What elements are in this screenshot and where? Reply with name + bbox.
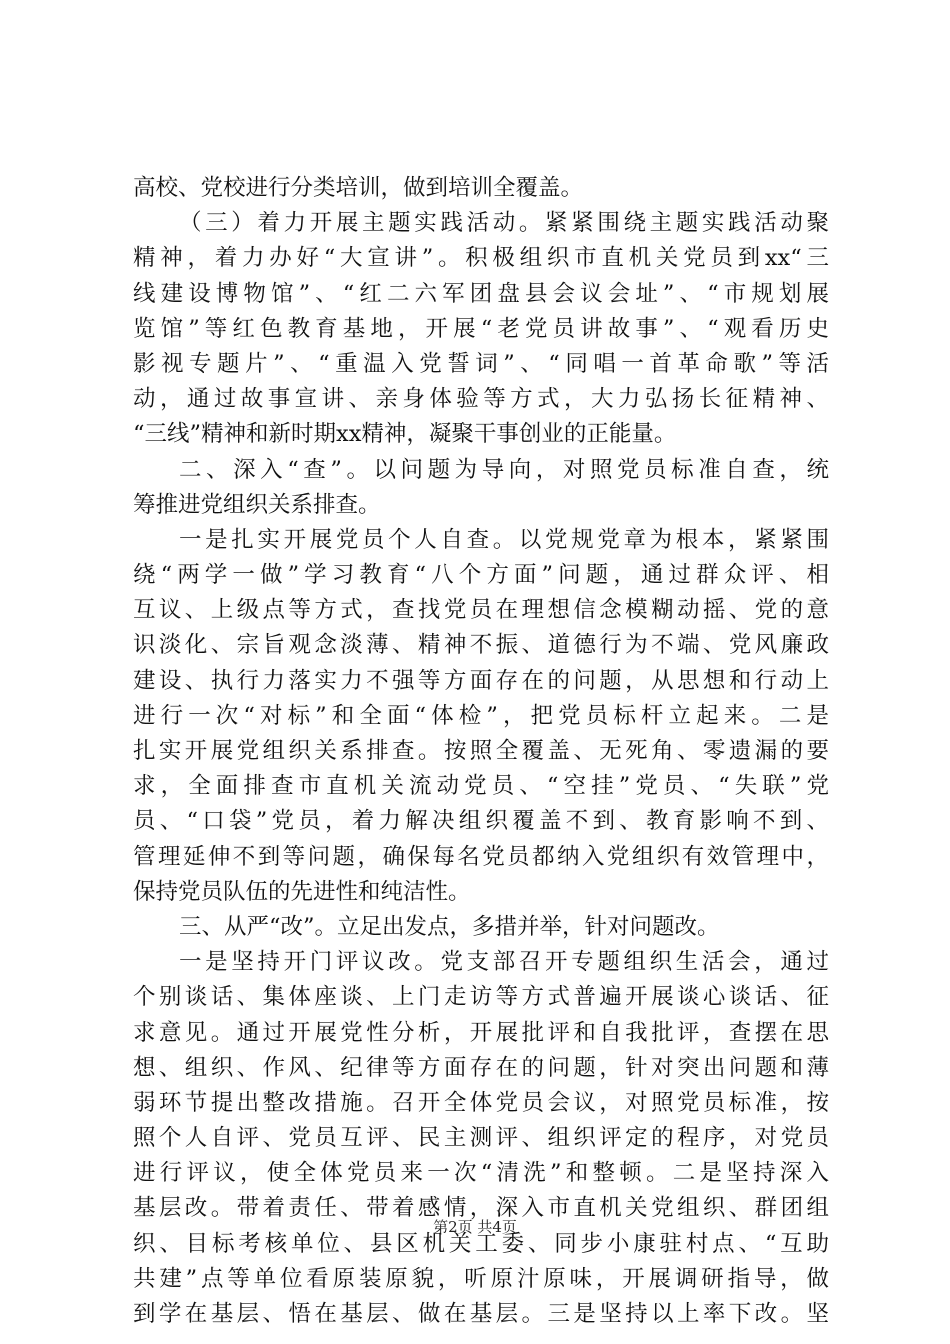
text-line: 动，通过故事宣讲、亲身体验等方式，大力弘扬长征精神、 [133, 386, 829, 413]
text-line: 进行一次“对标”和全面“体检”，把党员标杆立起来。二是 [133, 702, 829, 729]
text-line: 员、“口袋”党员，着力解决组织覆盖不到、教育影响不到、 [133, 808, 829, 835]
text-line: 想、组织、作风、纪律等方面存在的问题，针对突出问题和薄 [133, 1054, 829, 1081]
document-body [133, 171, 829, 1332]
text-line: 建设、执行力落实力不强等方面存在的问题，从思想和行动上 [133, 667, 829, 694]
text-line: 共建”点等单位看原装原貌，听原汁原味，开展调研指导，做 [133, 1265, 829, 1292]
text-line: 识淡化、宗旨观念淡薄、精神不振、道德行为不端、党风廉政 [133, 632, 829, 659]
text-line: 管理延伸不到等问题，确保每名党员都纳入党组织有效管理中， [133, 843, 829, 870]
text-line: 进行评议，使全体党员来一次“清洗”和整顿。二是坚持深入 [133, 1160, 829, 1187]
text-line: 织、目标考核单位、县区机关工委、同步小康驻村点、“互助 [133, 1230, 829, 1257]
text-line: 绕“两学一做”学习教育“八个方面”问题，通过群众评、相 [133, 562, 829, 589]
text-line: 线建设博物馆”、“红二六军团盘县会议会址”、“市规划展 [133, 280, 829, 307]
text-line: “三线”精神和新时期xx精神，凝聚干事创业的正能量。 [133, 421, 677, 448]
text-line: （三）着力开展主题实践活动。紧紧围绕主题实践活动聚 [179, 210, 829, 237]
text-line: 个别谈话、集体座谈、上门走访等方式普遍开展谈心谈话、征 [133, 984, 829, 1011]
text-line: 求意见。通过开展党性分析，开展批评和自我批评，查摆在思 [133, 1019, 829, 1046]
page-footer: 第2页 共4页 [433, 1218, 517, 1236]
text-line: 弱环节提出整改措施。召开全体党员会议，对照党员标准，按 [133, 1089, 829, 1116]
text-line: 精神，着力办好“大宣讲”。积极组织市直机关党员到xx“三 [133, 245, 829, 272]
text-line: 高校、党校进行分类培训，做到培训全覆盖。 [133, 175, 584, 201]
text-line: 筹推进党组织关系排查。 [133, 491, 381, 518]
text-line: 互议、上级点等方式，查找党员在理想信念模糊动摇、党的意 [133, 597, 829, 624]
text-line: 保持党员队伍的先进性和纯洁性。 [133, 878, 471, 905]
text-line: 照个人自评、党员互评、民主测评、组织评定的程序，对党员 [133, 1125, 829, 1152]
text-line: 求，全面排查市直机关流动党员、“空挂”党员、“失联”党 [133, 773, 829, 800]
text-line: 扎实开展党组织关系排查。按照全覆盖、无死角、零遗漏的要 [133, 738, 829, 764]
text-line: 到学在基层、悟在基层、做在基层。三是坚持以上率下改。坚 [133, 1301, 829, 1327]
text-line: 一是坚持开门评议改。党支部召开专题组织生活会，通过 [179, 949, 829, 976]
text-line: 影视专题片”、“重温入党誓词”、“同唱一首革命歌”等活 [133, 350, 829, 377]
text-line: 二、深入“查”。以问题为导向，对照党员标准自查，统 [179, 456, 829, 483]
text-line: 基层改。带着责任、带着感情，深入市直机关党组织、群团组 [133, 1195, 829, 1222]
text-line: 一是扎实开展党员个人自查。以党规党章为根本，紧紧围 [179, 526, 829, 553]
text-line: 三、从严“改”。立足出发点，多措并举，针对问题改。 [179, 913, 720, 940]
text-line: 览馆”等红色教育基地，开展“老党员讲故事”、“观看历史 [133, 315, 829, 342]
